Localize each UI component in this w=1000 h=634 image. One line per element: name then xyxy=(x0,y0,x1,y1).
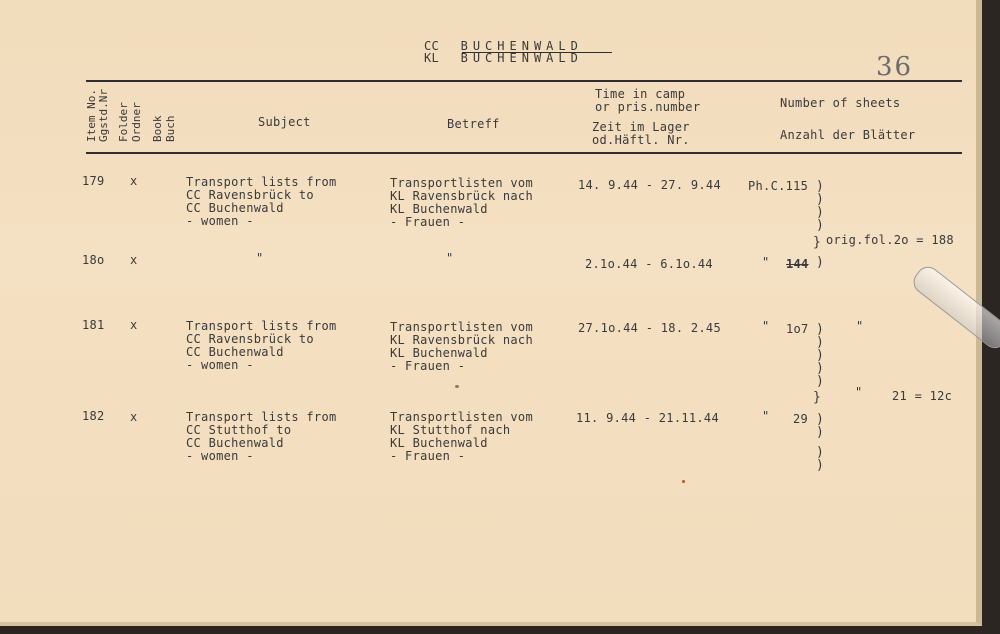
sheet-count: Ph.C.115 xyxy=(748,179,809,193)
folder-mark: x xyxy=(130,174,138,188)
col-time-en-2: or pris.number xyxy=(595,100,701,114)
item-number: 18o xyxy=(82,253,105,267)
betreff-line: Transportlisten vom xyxy=(390,176,533,190)
ditto-mark: " xyxy=(762,319,770,333)
subject-line: CC Buchenwald xyxy=(186,201,284,215)
ditto-mark: " xyxy=(256,251,264,265)
subject-line: Transport lists from xyxy=(186,175,337,189)
col-subject: Subject xyxy=(258,115,311,129)
title-line2 xyxy=(424,52,583,65)
header-top-rule xyxy=(86,80,962,82)
sheet-count: 1o7 xyxy=(786,322,809,336)
time-range: 11. 9.44 - 21.11.44 xyxy=(576,411,719,425)
subject-line: - women - xyxy=(186,449,254,463)
ditto-mark: " xyxy=(762,255,770,269)
page-number: 36 xyxy=(876,52,914,82)
betreff-line: KL Buchenwald xyxy=(390,202,488,216)
subject-line: CC Buchenwald xyxy=(186,436,284,450)
betreff-line: - Frauen - xyxy=(390,449,466,463)
subject-line: - women - xyxy=(186,214,254,228)
subject-line: Transport lists from xyxy=(186,319,337,333)
subject-line: CC Buchenwald xyxy=(186,345,284,359)
title-prefix-kl: KL xyxy=(424,51,440,65)
subject-line: CC Ravensbrück to xyxy=(186,188,314,202)
col-betreff: Betreff xyxy=(447,117,500,131)
ink-dot xyxy=(682,480,685,483)
betreff-line: - Frauen - xyxy=(390,215,466,229)
sheet-count: 29 xyxy=(793,412,809,426)
betreff-line: KL Stutthof nach xyxy=(390,423,511,437)
col-book-de: Buch xyxy=(164,115,177,142)
time-range: 2.1o.44 - 6.1o.44 xyxy=(585,257,713,271)
title-name-2: BUCHENWALD xyxy=(460,51,583,65)
group-ditto-top: " xyxy=(856,319,864,333)
sheet-count: 144 xyxy=(786,257,809,271)
col-sheets-de: Anzahl der Blätter xyxy=(780,128,916,142)
betreff-line: KL Ravensbrück nach xyxy=(390,333,533,347)
folder-mark: x xyxy=(130,410,138,424)
title-name-1: BUCHENWALD xyxy=(460,39,583,53)
betreff-line: KL Ravensbrück nach xyxy=(390,189,533,203)
header-bottom-rule xyxy=(86,152,962,154)
group-note-2: 21 = 12c xyxy=(892,389,953,403)
col-item-no-en: Item No. xyxy=(85,89,98,142)
title-prefix-cc: CC xyxy=(424,39,440,53)
ink-dot xyxy=(455,385,459,388)
col-time-de-1: Zeit im Lager xyxy=(592,120,690,134)
time-range: 14. 9.44 - 27. 9.44 xyxy=(578,178,721,192)
col-book-en: Book xyxy=(151,115,164,142)
subject-line: Transport lists from xyxy=(186,410,337,424)
subject-line: CC Stutthof to xyxy=(186,423,292,437)
ditto-mark: " xyxy=(762,409,770,423)
item-number: 181 xyxy=(82,318,105,332)
betreff-line: KL Buchenwald xyxy=(390,346,488,360)
col-item-no-de: Ggstd.Nr xyxy=(97,89,110,142)
col-folder-en: Folder xyxy=(117,102,130,142)
betreff-line: Transportlisten vom xyxy=(390,320,533,334)
group-note-1: orig.fol.2o = 188 xyxy=(826,233,954,247)
document-page: CC BUCHENWALD KL BUCHENWALD 36 Item No. Ggstd.Nr Folder Ordner Book Buch Subject Betreff Time in camp or pris.number Zeit im Lager od.Häftl. Nr. Number of sheets Anzahl der Blätter 179 x Transport lists from CC Ravensbrück to CC Buchenwald - women - Transportlisten vom KL Ravensbrück nach KL Buchenwald - Frauen - 14. 9.44 - 27. 9.44 Ph.C.115 18o x " " 2.1o.44 - 6.1o.44 " 144 181 x Transport lists from CC Ravensbrück to CC Buchenwald - women - Transportlisten vom KL Ravensbrück nach KL Buchenwald - Frauen - 27.1o.44 - 18. 2.45 " 1o7 182 x Transport lists from CC Stutthof to CC Buchenwald - women - Transportlisten vom KL Stutthof nach KL Buchenwald - Frauen - 11. 9.44 - 21.11.44 " 29 ) ) ) ) } ) orig.fol.2o = 188 ) ) ) ) ) } ) ) ) ) " " 21 = 12c xyxy=(0,0,982,626)
col-time-de-2: od.Häftl. Nr. xyxy=(592,133,690,147)
subject-line: CC Ravensbrück to xyxy=(186,332,314,346)
folder-mark: x xyxy=(130,253,138,267)
item-number: 179 xyxy=(82,174,105,188)
ditto-mark: " xyxy=(446,251,454,265)
group-ditto: " xyxy=(855,385,863,399)
col-folder-de: Ordner xyxy=(130,102,143,142)
betreff-line: KL Buchenwald xyxy=(390,436,488,450)
subject-line: - women - xyxy=(186,358,254,372)
col-sheets-en: Number of sheets xyxy=(780,96,901,110)
time-range: 27.1o.44 - 18. 2.45 xyxy=(578,321,721,335)
col-time-en-1: Time in camp xyxy=(595,87,686,101)
betreff-line: Transportlisten vom xyxy=(390,410,533,424)
betreff-line: - Frauen - xyxy=(390,359,466,373)
item-number: 182 xyxy=(82,409,105,423)
folder-mark: x xyxy=(130,318,138,332)
